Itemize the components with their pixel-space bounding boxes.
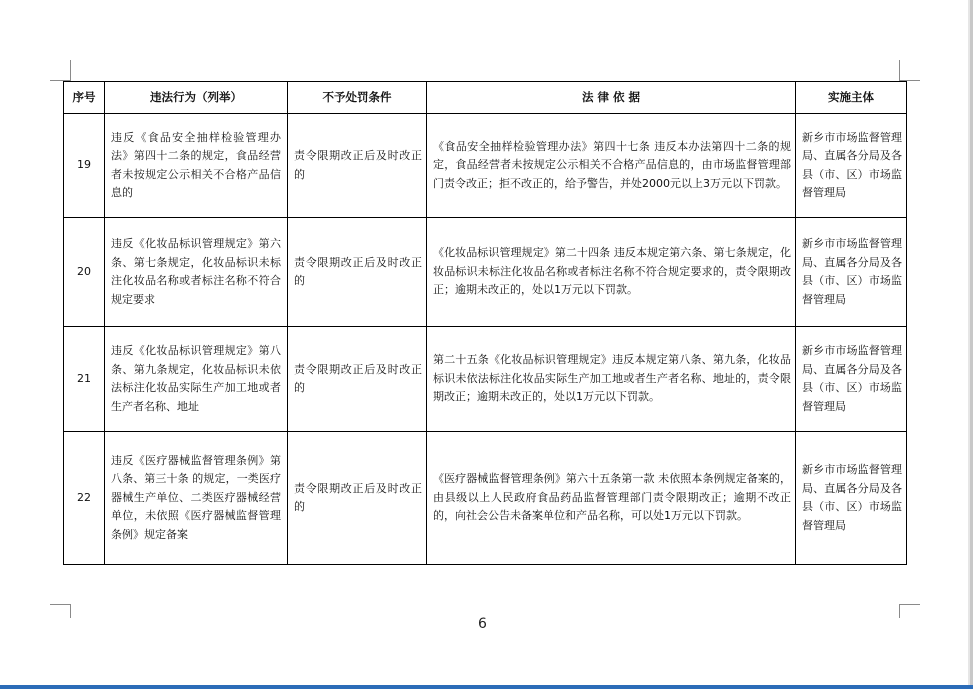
table-row — [64, 114, 907, 218]
row-violation: 违反《食品安全抽样检验管理办法》第四十二条的规定，食品经营者未按规定公示相关不合格产品信息的 — [105, 114, 288, 218]
table-row — [64, 432, 907, 565]
row-condition: 责令限期改正后及时改正的 — [288, 327, 427, 432]
header-condition: 不予处罚条件 — [288, 82, 427, 114]
page-number: 6 — [478, 616, 487, 632]
row-violation: 违反《化妆品标识管理规定》第六条、第七条规定，化妆品标识未标注化妆品名称或者标注名称不符合规定要求 — [105, 218, 288, 327]
table-row — [64, 327, 907, 432]
row-index: 21 — [64, 327, 105, 432]
row-index: 19 — [64, 114, 105, 218]
row-legal-basis: 《化妆品标识管理规定》第二十四条 违反本规定第六条、第七条规定，化妆品标识未标注化妆品名称或者标注名称不符合规定要求的，责令限期改正；逾期未改正的，处以1万元以下罚款。 — [427, 218, 796, 327]
header-index: 序号 — [64, 82, 105, 114]
row-authority: 新乡市市场监督管理局、直属各分局及各县（市、区）市场监督管理局 — [796, 218, 907, 327]
row-legal-basis: 《医疗器械监督管理条例》第六十五条第一款 未依照本条例规定备案的，由县级以上人民政府食品药品监督管理部门责令限期改正；逾期不改正的，向社会公告未备案单位和产品名称，可以处1万元以下罚款。 — [427, 432, 796, 565]
row-index: 20 — [64, 218, 105, 327]
row-condition: 责令限期改正后及时改正的 — [288, 114, 427, 218]
header-legal-basis: 法 律 依 据 — [427, 82, 796, 114]
row-authority: 新乡市市场监督管理局、直属各分局及各县（市、区）市场监督管理局 — [796, 432, 907, 565]
row-violation: 违反《医疗器械监督管理条例》第八条、第三十条 的规定，一类医疗器械生产单位、二类医疗器械经营单位，未依照《医疗器械监督管理条例》规定备案 — [105, 432, 288, 565]
row-condition: 责令限期改正后及时改正的 — [288, 218, 427, 327]
row-violation: 违反《化妆品标识管理规定》第八条、第九条规定，化妆品标识未依法标注化妆品实际生产加工地或者生产者名称、地址 — [105, 327, 288, 432]
row-authority: 新乡市市场监督管理局、直属各分局及各县（市、区）市场监督管理局 — [796, 114, 907, 218]
table-header-row — [64, 82, 907, 114]
row-condition: 责令限期改正后及时改正的 — [288, 432, 427, 565]
row-index: 22 — [64, 432, 105, 565]
row-legal-basis: 《食品安全抽样检验管理办法》第四十七条 违反本办法第四十二条的规定，食品经营者未按规定公示相关不合格产品信息的，由市场监督管理部门责令改正；拒不改正的，给予警告，并处2000元以上3万元以下罚款。 — [427, 114, 796, 218]
header-violation: 违法行为（列举） — [105, 82, 288, 114]
table-row — [64, 218, 907, 327]
row-authority: 新乡市市场监督管理局、直属各分局及各县（市、区）市场监督管理局 — [796, 327, 907, 432]
row-legal-basis: 第二十五条《化妆品标识管理规定》违反本规定第八条、第九条，化妆品标识未依法标注化妆品实际生产加工地或者生产者名称、地址的，责令限期改正；逾期未改正的，处以1万元以下罚款。 — [427, 327, 796, 432]
header-authority: 实施主体 — [796, 82, 907, 114]
penalty-exemption-table — [63, 81, 907, 565]
window-bottom-edge — [0, 685, 973, 689]
